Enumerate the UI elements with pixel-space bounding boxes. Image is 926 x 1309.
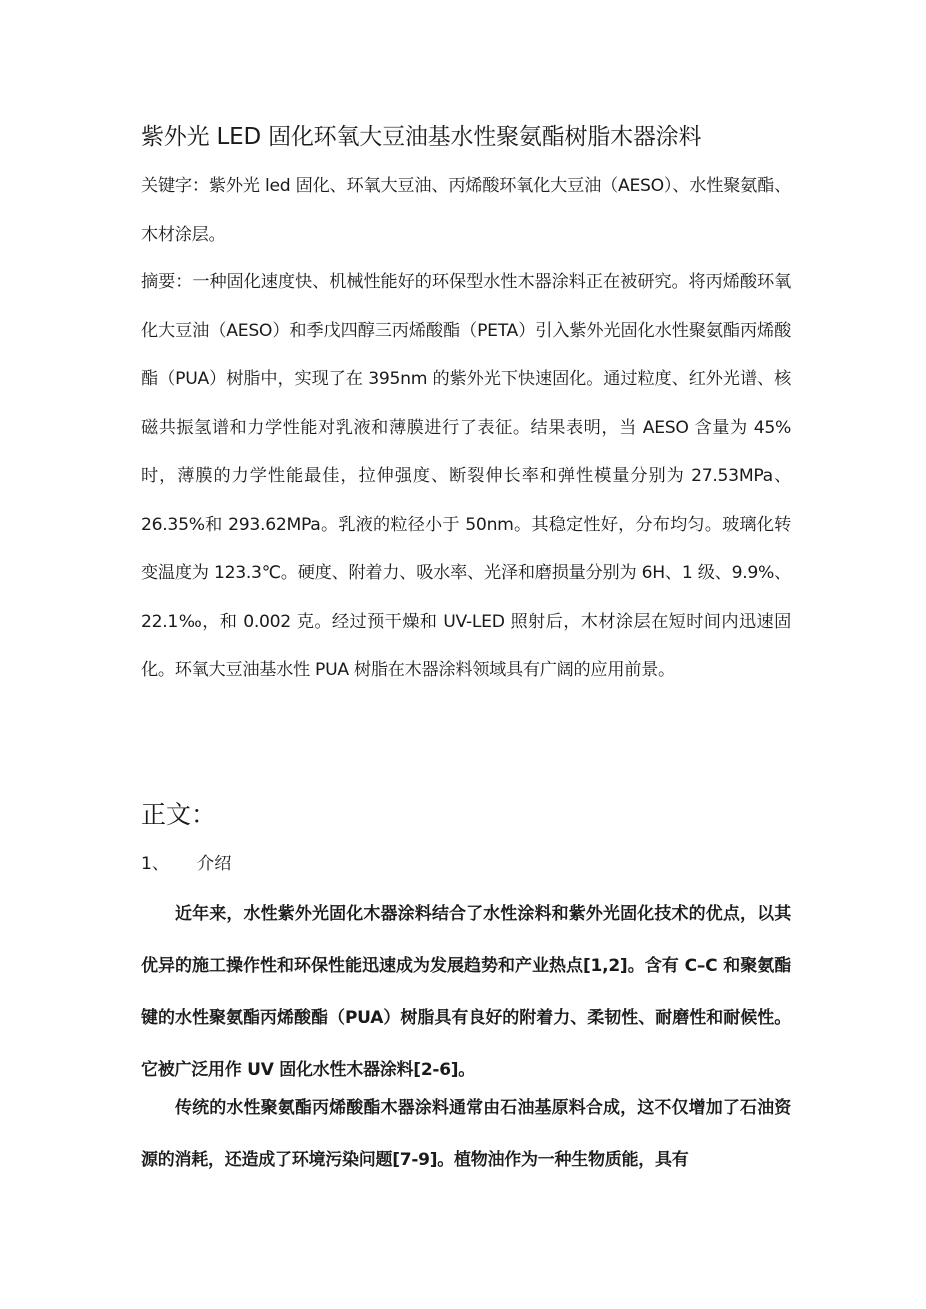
subsection-heading (141, 848, 231, 880)
body-paragraph-1: 近年来，水性紫外光固化木器涂料结合了水性涂料和紫外光固化技术的优点，以其优异的施工操作性和环保性能迅速成为发展趋势和产业热点[1,2]。含有 C–C 和聚氨酯键的水性聚氨酯丙烯酸酯（PUA）树脂具有良好的附着力、柔韧性、耐磨性和耐候性。它被广泛用作 UV 固化水性木器涂料[2-6]。 (141, 904, 791, 1080)
subsection-number: 1、 (141, 854, 170, 874)
subsection-label: 介绍 (197, 854, 232, 874)
abstract-paragraph: 摘要：一种固化速度快、机械性能好的环保型水性木器涂料正在被研究。将丙烯酸环氧化大豆油（AESO）和季戊四醇三丙烯酸酯（PETA）引入紫外光固化水性聚氨酯丙烯酸酯（PUA）树脂中，实现了在 395nm 的紫外光下快速固化。通过粒度、红外光谱、核磁共振氢谱和力学性能对乳液和薄膜进行了表征。结果表明，当 AESO 含量为 45%时，薄膜的力学性能最佳，拉伸强度、断裂伸长率和弹性模量分别为 27.53MPa、26.35%和 293.62MPa。乳液的粒径小于 50nm。其稳定性好，分布均匀。玻璃化转变温度为 123.3℃。硬度、附着力、吸水率、光泽和磨损量分别为 6H、1 级、9.9%、22.1‰，和 0.002 克。经过预干燥和 UV-LED 照射后，木材涂层在短时间内迅速固化。环氧大豆油基水性 PUA 树脂在木器涂料领域具有广阔的应用前景。 (141, 272, 791, 680)
document-title: 紫外光 LED 固化环氧大豆油基水性聚氨酯树脂木器涂料 (141, 124, 702, 150)
keywords-paragraph: 关键字：紫外光 led 固化、环氧大豆油、丙烯酸环氧化大豆油（AESO）、水性聚氨酯、木材涂层。 (141, 176, 791, 245)
section-title: 正文： (141, 800, 217, 829)
body-paragraph-2: 传统的水性聚氨酯丙烯酸酯木器涂料通常由石油基原料合成，这不仅增加了石油资源的消耗，还造成了环境污染问题[7-9]。植物油作为一种生物质能，具有 (141, 1098, 791, 1170)
